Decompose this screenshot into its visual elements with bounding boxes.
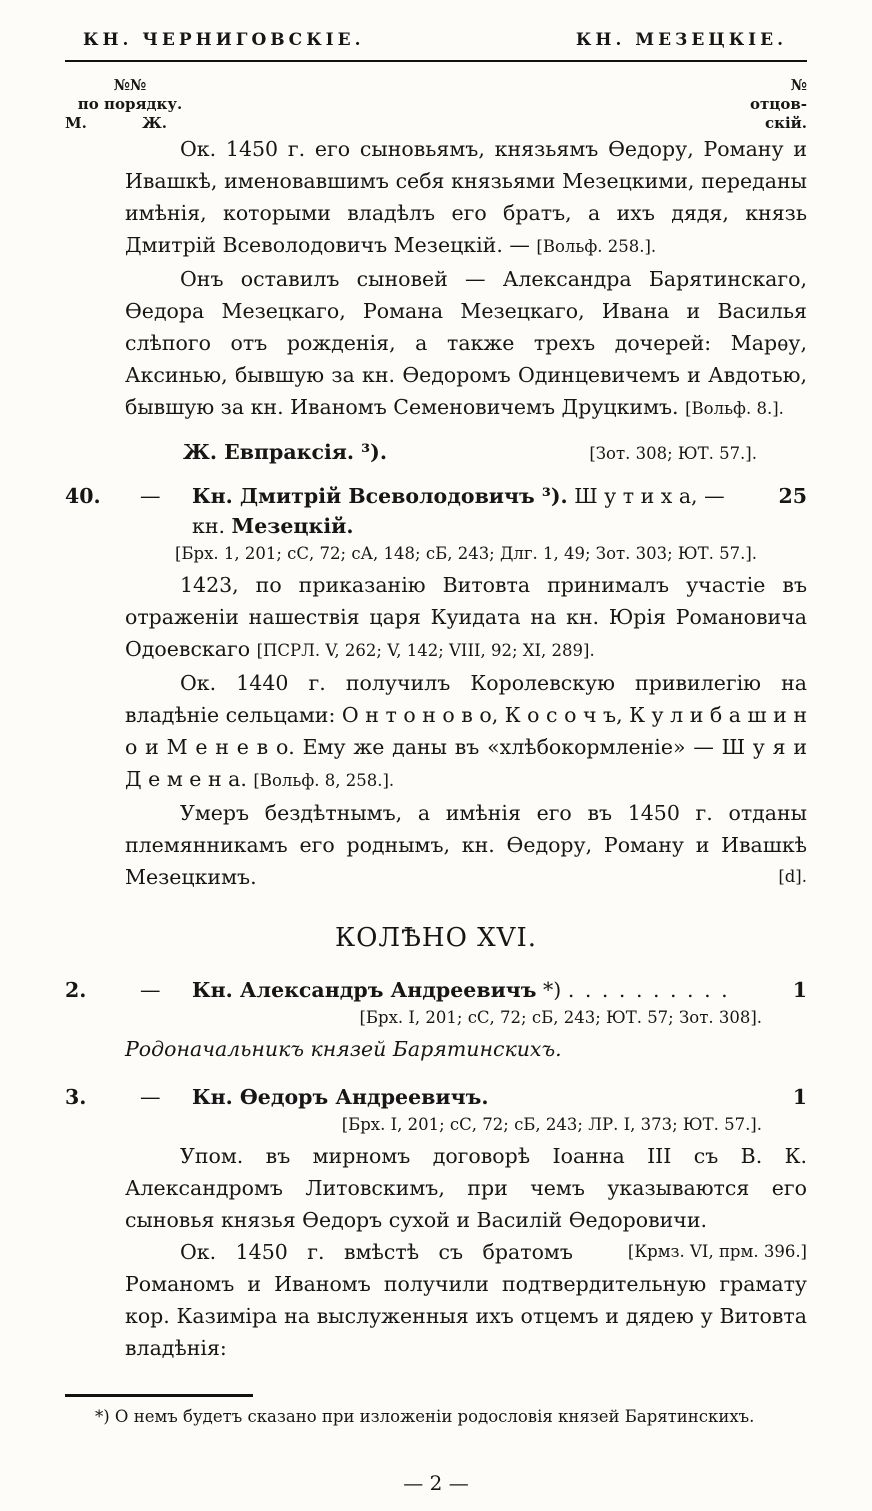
- generation-heading: КОЛѢНО XVI.: [334, 923, 537, 953]
- col-right-line3: скій.: [764, 114, 807, 132]
- entry-40-title: [192, 481, 759, 541]
- footnote-rule: [65, 1394, 253, 1397]
- entry-2-footnote-mark: *): [536, 978, 568, 1002]
- entry-2-heading: [65, 975, 807, 1005]
- col-right-line2: отцов-: [749, 95, 807, 113]
- entry-2-father-number: 1: [792, 978, 807, 1002]
- intro-paragraph-2: [125, 263, 807, 425]
- wife-name: Ж. Евпраксія. ³).: [183, 440, 387, 464]
- entry-2-title: [192, 975, 759, 1005]
- footnote-text: *) О немъ будетъ сказано при изложеніи родословія князей Барятинскихъ.: [95, 1407, 755, 1426]
- entry-40-heading: [65, 481, 807, 541]
- col-right-no: №: [790, 76, 807, 94]
- intro-p1-ref: [Вольф. 258.].: [536, 237, 657, 256]
- head-rule: [65, 60, 807, 62]
- entry-2-dash: —: [140, 978, 161, 1002]
- entry-2-name: Кн. Александръ Андреевичъ: [192, 978, 537, 1002]
- entry-3-p1-text: Упом. въ мирномъ договорѣ Іоанна III съ В. К. Александромъ Литовскимъ, при чемъ указываются его сыновья князья Ѳедоръ сухой и Василій Ѳедоровичи.: [125, 1144, 807, 1232]
- entry-3-name: Кн. Ѳедоръ Андреевичъ.: [192, 1085, 489, 1109]
- entry-40-name: Кн. Дмитрій Всеволодовичъ ³).: [192, 484, 568, 508]
- entry-2-number: 2.: [65, 978, 87, 1002]
- wife-row: [183, 440, 757, 464]
- entry-40-refs: [Брх. 1, 201; сС, 72; сА, 148; сБ, 243; Длг. 1, 49; Зот. 303; ЮТ. 57.].: [174, 544, 758, 563]
- entry-3-heading: [65, 1082, 807, 1112]
- running-head: [65, 30, 807, 50]
- intro-p1-text: Ок. 1450 г. его сыновьямъ, князьямъ Ѳедору, Роману и Ивашкѣ, именовавшимъ себя князьями Мезецкими, переданы имѣнія, которыми владѣлъ его братъ, а ихъ дядя, князь Дмитрій Всеволодовичъ Мезецкій. —: [125, 137, 807, 257]
- page-number: — 2 —: [403, 1471, 469, 1495]
- intro-p2-ref: [Вольф. 8.].: [685, 399, 784, 418]
- entry-3-number: 3.: [65, 1085, 87, 1109]
- col-male: М.: [65, 114, 87, 132]
- col-female: Ж.: [142, 114, 167, 132]
- entry-3-body: [125, 1140, 807, 1364]
- entry-40-p1-text: 1423, по приказанію Витовта принималъ участіе въ отраженіи нашествія царя Куидата на кн. Юрія Романовича Одоевскаго: [125, 573, 807, 661]
- entry-3-father-number: 1: [792, 1085, 807, 1109]
- entry-40-paragraph-1: [125, 569, 807, 667]
- column-header-left: [65, 76, 195, 133]
- column-headers: [65, 76, 807, 133]
- entry-40-body: [125, 569, 807, 893]
- entry-40-surname: Мезецкій.: [231, 514, 354, 538]
- entry-3-paragraph-1: [125, 1140, 807, 1261]
- entry-40-p2-text: Ок. 1440 г. получилъ Королевскую привилегію на владѣніе сельцами: О н т о н о в о, К о с о ч ъ, К у л и б а ш и н о и М е н е в о. Ему же даны въ «хлѣбокормленіе» — Ш у я и Д е м е н а.: [125, 671, 807, 791]
- entry-2-refs: [Брх. I, 201; сС, 72; сБ, 243; ЮТ. 57; Зот. 308].: [359, 1008, 762, 1027]
- col-left-no: №№: [113, 76, 147, 94]
- entry-40-p1-ref: [ПСРЛ. V, 262; V, 142; VIII, 92; XI, 289].: [256, 641, 595, 660]
- entry-40-dash: —: [140, 484, 161, 508]
- entry-40-p2-ref: [Вольф. 8, 258.].: [253, 771, 395, 790]
- entry-2-description: Родоначальникъ князей Барятинскихъ.: [125, 1037, 562, 1061]
- entry-3-refs: [Брх. I, 201; сС, 72; сБ, 243; ЛР. I, 373; ЮТ. 57.].: [341, 1115, 762, 1134]
- entry-40-p3-ref: [d].: [778, 867, 807, 886]
- column-header-right: [737, 76, 807, 133]
- entry-3-p1-ref: [Крмз. VI, прм. 396.]: [627, 1242, 807, 1261]
- intro-paragraph-1: [125, 133, 807, 263]
- entry-2-dot-leader: . . . . . . . . . .: [567, 978, 730, 1002]
- entry-40-number: 40.: [65, 484, 101, 508]
- intro-block: [125, 133, 807, 425]
- entry-40-paragraph-2: [125, 667, 807, 797]
- running-head-left: КН. ЧЕРНИГОВСКІЕ.: [83, 30, 365, 50]
- entry-40-father-number: 25: [778, 484, 807, 508]
- intro-p2-text: Онъ оставилъ сыновей — Александра Барятинскаго, Ѳедора Мезецкаго, Романа Мезецкаго, Ивана и Василья слѣпого отъ рожденія, а также трехъ дочерей: Марѳу, Аксинью, бывшую за кн. Ѳедоромъ Одинцевичемъ и Авдотью, бывшую за кн. Иваномъ Семеновичемъ Друцкимъ.: [125, 267, 807, 419]
- col-left-order: по порядку.: [77, 95, 183, 113]
- entry-3-paragraph-2: Ок. 1450 г. вмѣстѣ съ братомъ Романомъ и Иваномъ получили подтвердительную грамату кор. Казиміра на выслуженныя ихъ отцемъ и дядею у Витовта владѣнія:: [125, 1240, 807, 1360]
- col-left-mz: [65, 114, 195, 133]
- entry-40-p3-text: Умеръ бездѣтнымъ, а имѣнія его въ 1450 г. отданы племянникамъ его роднымъ, кн. Ѳедору, Роману и Ивашкѣ Мезецкимъ.: [125, 801, 807, 889]
- wife-ref: [Зот. 308; ЮТ. 57.].: [589, 444, 757, 463]
- entry-40-paragraph-3: [125, 797, 807, 893]
- entry-3-dash: —: [140, 1085, 161, 1109]
- running-head-right: КН. МЕЗЕЦКІЕ.: [575, 30, 787, 50]
- entry-40-nickname: Ш у т и х а, — кн.: [192, 484, 725, 538]
